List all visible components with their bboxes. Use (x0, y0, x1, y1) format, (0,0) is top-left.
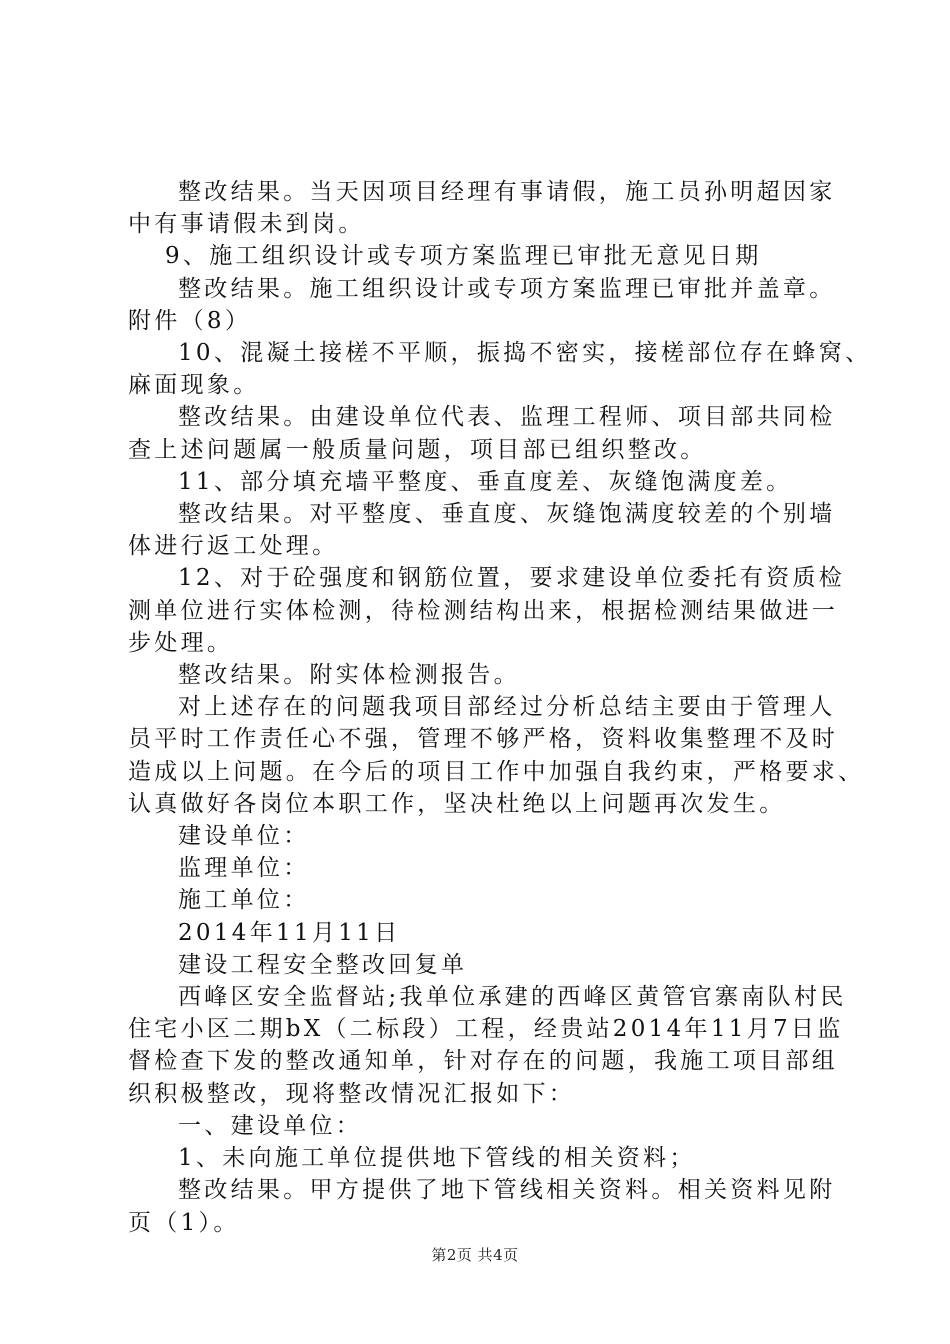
text-line: 整改结果。施工组织设计或专项方案监理已审批并盖章。 (178, 275, 836, 302)
page-footer: 第2页 共4页 (431, 1246, 519, 1264)
text-line: 施工单位： (178, 887, 310, 914)
text-line: 员平时工作责任心不强，管理不够严格，资料收集整理不及时 (128, 726, 839, 753)
text-line: 页（1）。 (128, 1209, 240, 1236)
text-line: 建设单位： (178, 823, 310, 850)
text-line: 查上述问题属一般质量问题，项目部已组织整改。 (128, 436, 707, 463)
text-line: 12、对于砼强度和钢筋位置，要求建设单位委托有资质检 (178, 565, 846, 592)
text-line: 步处理。 (128, 629, 234, 656)
text-line: 麻面现象。 (128, 372, 260, 399)
text-line: 整改结果。由建设单位代表、监理工程师、项目部共同检 (178, 404, 836, 431)
text-line: 对上述存在的问题我项目部经过分析总结主要由于管理人 (178, 694, 836, 721)
text-line: 9、施工组织设计或专项方案监理已审批无意见日期 (165, 243, 762, 270)
text-line: 建设工程安全整改回复单 (178, 951, 468, 978)
text-line: 整改结果。对平整度、垂直度、灰缝饱满度较差的个别墙 (178, 501, 836, 528)
text-line: 整改结果。附实体检测报告。 (178, 662, 520, 689)
document-body (128, 176, 872, 1239)
text-line: 附件（8） (128, 307, 252, 334)
text-line: 认真做好各岗位本职工作，坚决杜绝以上问题再次发生。 (128, 790, 786, 817)
text-line: 10、混凝土接槎不平顺，振捣不密实，接槎部位存在蜂窝、 (178, 340, 872, 367)
text-line: 体进行返工处理。 (128, 533, 339, 560)
text-line: 整改结果。甲方提供了地下管线相关资料。相关资料见附 (178, 1177, 836, 1204)
text-line: 住宅小区二期bX（二标段）工程，经贵站2014年11月7日监 (128, 1016, 844, 1043)
text-line: 中有事请假未到岗。 (128, 211, 365, 238)
text-line: 督检查下发的整改通知单，针对存在的问题，我施工项目部组 (128, 1048, 839, 1075)
text-line: 整改结果。当天因项目经理有事请假，施工员孙明超因家 (178, 179, 836, 205)
text-line: 测单位进行实体检测，待检测结构出来，根据检测结果做进一 (128, 597, 839, 624)
text-line: 造成以上问题。在今后的项目工作中加强自我约束，严格要求、 (128, 758, 865, 785)
text-line: 1、未向施工单位提供地下管线的相关资料； (178, 1145, 696, 1172)
text-line: 监理单位： (178, 855, 310, 882)
text-line: 织积极整改，现将整改情况汇报如下： (128, 1080, 576, 1107)
text-line: 一、建设单位： (178, 1112, 363, 1139)
text-line: 2014年11月11日 (178, 919, 401, 946)
text-line: 11、部分填充墙平整度、垂直度差、灰缝饱满度差。 (178, 468, 793, 495)
text-line: 西峰区安全监督站;我单位承建的西峰区黄管官寨南队村民 (178, 984, 847, 1011)
